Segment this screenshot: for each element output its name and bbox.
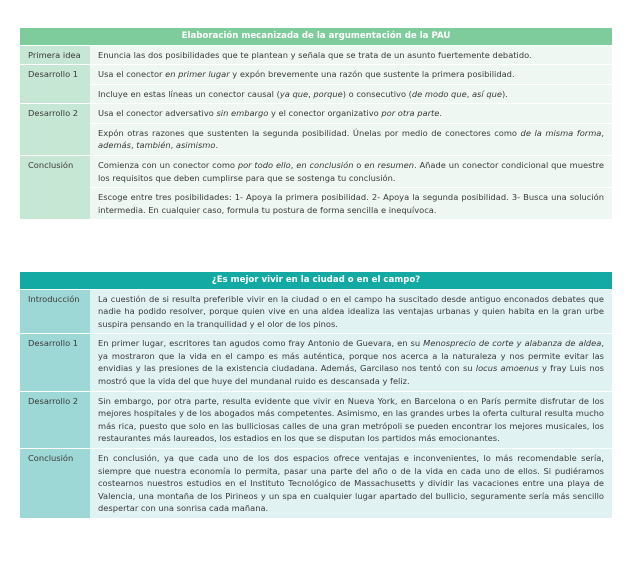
text-segment: La cuestión de si resulta preferible vivir en la ciudad o en el campo ha suscitado desde antiguo enconados debates que nadie ha podido resolver, porque quien vive en una aldea idealiza las ventajas urbanas y quien habita en la gran urbe suspira pensando en la tranquilidad y el olor de los pinos. bbox=[98, 293, 604, 329]
table-row bbox=[20, 289, 612, 334]
text-segment: ) o consecutivo ( bbox=[342, 88, 412, 99]
text-segment: , bbox=[130, 140, 137, 151]
italic-term: asimismo bbox=[175, 140, 216, 151]
text-segment: , bbox=[170, 140, 176, 151]
italic-term: sin embargo bbox=[216, 108, 269, 119]
italic-term: por otra parte bbox=[381, 108, 440, 119]
row-text bbox=[90, 391, 612, 448]
table-row bbox=[20, 334, 612, 391]
italic-term: de modo que bbox=[411, 88, 467, 99]
row-label: Conclusión bbox=[20, 156, 90, 220]
row-label: Desarrollo 1 bbox=[20, 65, 90, 104]
text-segment: Expón otras razones que sustenten la segunda posibilidad. Únelas por medio de conectores como bbox=[98, 127, 521, 138]
essay-example-table bbox=[20, 272, 612, 518]
text-segment: En primer lugar, escritores tan agudos como fray Antonio de Guevara, en su bbox=[98, 338, 424, 349]
table-row bbox=[20, 449, 612, 518]
table-row bbox=[20, 45, 612, 65]
text-segment: ). bbox=[501, 88, 508, 99]
row-label: Primera idea bbox=[20, 45, 90, 65]
italic-term: locus amoenus bbox=[475, 363, 539, 374]
italic-term: así que bbox=[471, 88, 502, 99]
italic-term: en conclusión bbox=[296, 160, 354, 171]
row-text bbox=[90, 123, 612, 155]
text-segment: , bbox=[290, 160, 297, 171]
argument-structure-table bbox=[20, 28, 612, 219]
row-label: Conclusión bbox=[20, 449, 90, 518]
row-text bbox=[90, 45, 612, 65]
row-text bbox=[90, 188, 612, 220]
text-segment: En conclusión, ya que cada uno de los dos espacios ofrece ventajas e inconvenientes, lo más recomendable sería, siempre que nuestra economía lo permita, pasar una parte del año o de la vida en cada uno de ellos. Si pudiéramos costearnos nuestros estudios en el Instituto Tecnológico de Massachusetts y dividir las vacaciones entre una playa de Valencia, una montaña de los Pirineos y un spa en cualquier lugar apartado del bullicio, seguramente sería más sencillo despertar con una sonrisa cada mañana. bbox=[98, 453, 604, 514]
table-row bbox=[20, 391, 612, 448]
row-text bbox=[90, 289, 612, 334]
row-text bbox=[90, 65, 612, 85]
row-label: Desarrollo 2 bbox=[20, 391, 90, 448]
text-segment: , ya mostraron que la vida en el campo es más auténtica, porque nos acerca a la naturaleza y nos permite evitar las envidias y las presiones de la existencia ciudadana. Además, Garcilaso nos tentó con su bbox=[98, 338, 604, 374]
text-segment: Comienza con un conector como bbox=[98, 160, 238, 171]
italic-term: en resumen bbox=[364, 160, 414, 171]
italic-term: ya que bbox=[279, 88, 309, 99]
text-segment: o bbox=[353, 160, 365, 171]
italic-term: por todo ello bbox=[237, 160, 291, 171]
table-title: Elaboración mecanizada de la argumentación de la PAU bbox=[20, 28, 612, 45]
text-segment: Sin embargo, por otra parte, resulta evidente que vivir en Nueva York, en Barcelona o en París permite disfrutar de los mejores hospitales y de los abogados más competentes. Asimismo, en las grandes urbes la oferta cultural resulta mucho más rica, puesto que solo en las bulliciosas calles de una gran metrópoli se pueden encontrar los mejores musicales, los restaurantes más laureados, los estadios en los que se disputan los partidos más emocionantes. bbox=[98, 395, 604, 444]
text-segment: Incluye en estas líneas un conector causal ( bbox=[98, 88, 280, 99]
italic-term: en primer lugar bbox=[165, 69, 230, 80]
text-segment: Usa el conector adversativo bbox=[98, 108, 217, 119]
table-row bbox=[20, 188, 612, 220]
table-row bbox=[20, 84, 612, 104]
table-row bbox=[20, 104, 612, 124]
text-segment: Usa el conector bbox=[98, 69, 166, 80]
row-text bbox=[90, 84, 612, 104]
italic-term: además bbox=[98, 140, 131, 151]
italic-term: de la misma forma bbox=[520, 127, 602, 138]
table-row bbox=[20, 123, 612, 155]
text-segment: , bbox=[308, 88, 314, 99]
italic-term: también bbox=[136, 140, 171, 151]
row-text bbox=[90, 104, 612, 124]
text-segment: Escoge entre tres posibilidades: 1- Apoya la primera posibilidad. 2- Apoya la segunda posibilidad. 3- Busca una solución intermedia. En cualquier caso, formula tu postura de forma sencilla e inequívoca. bbox=[98, 192, 604, 215]
table-title: ¿Es mejor vivir en la ciudad o en el campo? bbox=[20, 272, 612, 289]
text-segment: , bbox=[466, 88, 472, 99]
text-segment: Enuncia las dos posibilidades que te plantean y señala que se trata de un asunto fuertemente debatido. bbox=[98, 49, 532, 60]
text-segment: y el conector organizativo bbox=[268, 108, 382, 119]
row-label: Desarrollo 2 bbox=[20, 104, 90, 156]
row-text bbox=[90, 449, 612, 518]
italic-term: porque bbox=[313, 88, 343, 99]
text-segment: , bbox=[601, 127, 604, 138]
text-segment: y fray Luis nos mostró que la vida del que huye del mundanal ruido es descansada y feliz. bbox=[98, 363, 604, 387]
text-segment: . bbox=[439, 108, 442, 119]
text-segment: . bbox=[215, 140, 219, 151]
row-text bbox=[90, 156, 612, 188]
text-segment: . Añade un conector condicional que muestre los requisitos que deben cumplirse para que se sostenga tu conclusión. bbox=[98, 160, 604, 183]
italic-term: Menosprecio de corte y alabanza de aldea bbox=[423, 338, 602, 349]
row-text bbox=[90, 334, 612, 391]
text-segment: y expón brevemente una razón que sustente la primera posibilidad. bbox=[229, 69, 515, 80]
table-row bbox=[20, 156, 612, 188]
row-label: Introducción bbox=[20, 289, 90, 334]
row-label: Desarrollo 1 bbox=[20, 334, 90, 391]
table-row bbox=[20, 65, 612, 85]
